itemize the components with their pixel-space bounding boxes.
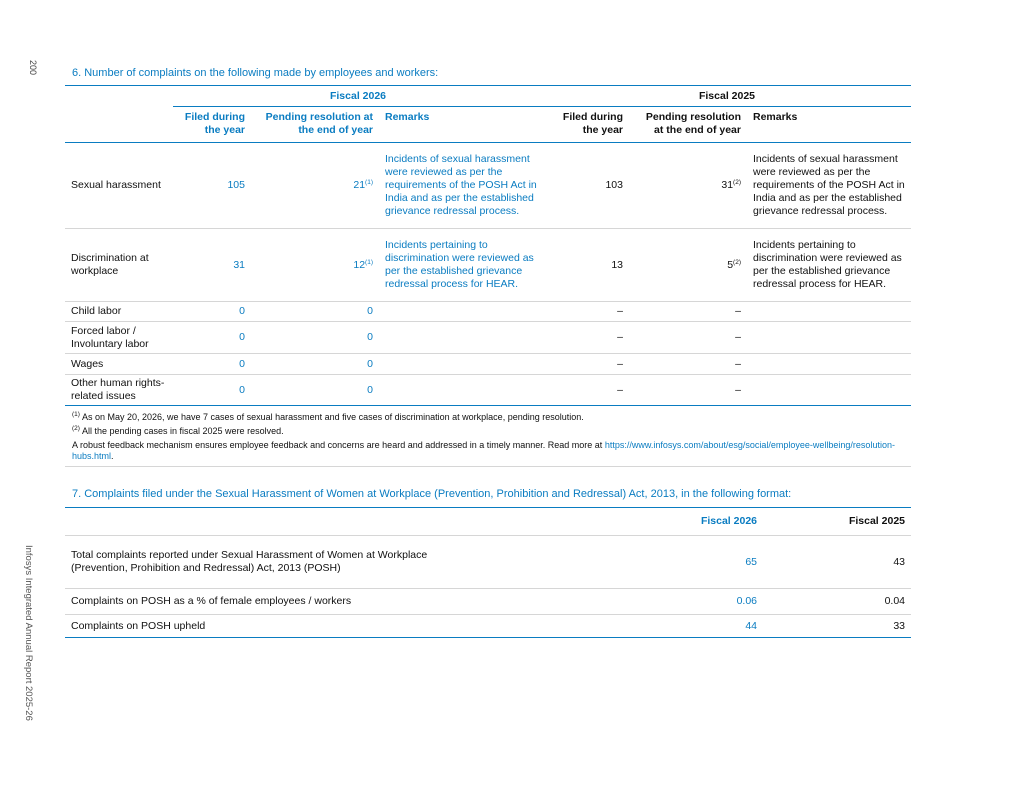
pending-prior: – [629, 375, 747, 406]
filed-current: 0 [173, 322, 251, 354]
filed-prior: 103 [543, 143, 629, 229]
resolution-hubs-link[interactable]: https://www.infosys.com/about/esg/social/employee-wellbeing/resolution-hubs.html [72, 440, 895, 461]
feedback-note: A robust feedback mechanism ensures employee feedback and concerns are heard and addressed in a timely manner. Read more at https://www.infosys.com/about/esg/social/employee-wellbeing/resolution-hubs.html. [72, 440, 895, 461]
filed-prior: – [543, 375, 629, 406]
row-label: Other human rights-related issues [65, 375, 173, 406]
fiscal-prior-header: Fiscal 2025 [543, 86, 911, 107]
pending-prior: – [629, 354, 747, 375]
posh-value-prior: 0.04 [763, 589, 911, 615]
table-row [65, 375, 911, 406]
filed-prior: – [543, 322, 629, 354]
report-title: Infosys Integrated Annual Report 2025-26 [23, 545, 34, 721]
pending-prior: 5$^{(2)}$ [629, 229, 747, 302]
col-remarks-current: Remarks [385, 111, 430, 123]
pending-current: 12$^{(1)}$ [251, 229, 379, 302]
posh-value-current: 44 [605, 615, 763, 638]
remarks-prior: Incidents of sexual harassment were reviewed as per the requirements of the POSH Act in India and as per the established grievance redressal process. [747, 143, 911, 229]
row-label: Sexual harassment [65, 143, 173, 229]
fiscal-current-header: Fiscal 2026 [173, 86, 543, 107]
remarks-current: Incidents of sexual harassment were reviewed as per the requirements of the POSH Act in India and as per the established grievance redressal process. [379, 143, 543, 229]
row-label: Complaints on POSH upheld [65, 615, 605, 638]
filed-current: 0 [173, 354, 251, 375]
pending-prior: 31$^{(2)}$ [629, 143, 747, 229]
posh-value-current: 65 [605, 536, 763, 589]
col-filed-current: Filed during the year [184, 111, 245, 136]
table-row [65, 536, 911, 589]
posh-fiscal-current: Fiscal 2026 [605, 508, 763, 536]
col-pending-current: Pending resolution at the end of year [265, 111, 373, 136]
table-row [65, 615, 911, 638]
row-label: Forced labor / Involuntary labor [65, 322, 173, 354]
pending-current: 0 [251, 302, 379, 322]
remarks-current: Incidents pertaining to discrimination were reviewed as per the established grievance redressal process for HEAR. [379, 229, 543, 302]
pending-prior: – [629, 322, 747, 354]
table-row [65, 229, 911, 302]
table-row [65, 322, 911, 354]
fiscal-header-row [65, 86, 911, 107]
table-row [65, 143, 911, 229]
filed-prior: – [543, 302, 629, 322]
posh-fiscal-prior: Fiscal 2025 [763, 508, 911, 536]
section6-title: 6. Number of complaints on the following made by employees and workers: [72, 67, 439, 79]
table-row [65, 302, 911, 322]
row-label: Discrimination at workplace [65, 229, 173, 302]
row-label: Complaints on POSH as a % of female employees / workers [65, 589, 605, 615]
row-label: Wages [65, 354, 173, 375]
pending-current: 21$^{(1)}$ [251, 143, 379, 229]
row-label: Total complaints reported under Sexual Harassment of Women at Workplace (Prevention, Prohibition and Redressal) Act, 2013 (POSH) [65, 536, 605, 589]
complaints-table [65, 85, 911, 406]
filed-current: 105 [173, 143, 251, 229]
filed-current: 0 [173, 302, 251, 322]
col-remarks-prior: Remarks [753, 111, 798, 123]
pending-current: 0 [251, 354, 379, 375]
table-row [65, 354, 911, 375]
col-filed-prior: Filed during the year [562, 111, 623, 136]
posh-value-prior: 33 [763, 615, 911, 638]
filed-prior: – [543, 354, 629, 375]
section-divider [65, 466, 911, 467]
section7-title: 7. Complaints filed under the Sexual Harassment of Women at Workplace (Prevention, Prohibition and Redressal) Act, 2013, in the following format: [72, 488, 792, 500]
posh-header-row [65, 508, 911, 536]
footnote-2: $^{(2)}$ All the pending cases in fiscal 2025 were resolved. [72, 425, 284, 436]
table-row [65, 589, 911, 615]
filed-prior: 13 [543, 229, 629, 302]
remarks-prior: Incidents pertaining to discrimination were reviewed as per the established grievance redressal process for HEAR. [747, 229, 911, 302]
posh-value-current: 0.06 [605, 589, 763, 615]
footnote-1: $^{(1)}$ As on May 20, 2026, we have 7 cases of sexual harassment and five cases of discrimination at workplace, pending resolution. [72, 411, 584, 422]
pending-prior: – [629, 302, 747, 322]
filed-current: 31 [173, 229, 251, 302]
pending-current: 0 [251, 322, 379, 354]
footnotes [72, 412, 912, 465]
col-pending-prior: Pending resolution at the end of year [645, 111, 741, 136]
pending-current: 0 [251, 375, 379, 406]
filed-current: 0 [173, 375, 251, 406]
column-header-row [65, 107, 911, 143]
posh-table [65, 507, 911, 638]
posh-value-prior: 43 [763, 536, 911, 589]
row-label: Child labor [65, 302, 173, 322]
page-number: 200 [28, 60, 38, 76]
